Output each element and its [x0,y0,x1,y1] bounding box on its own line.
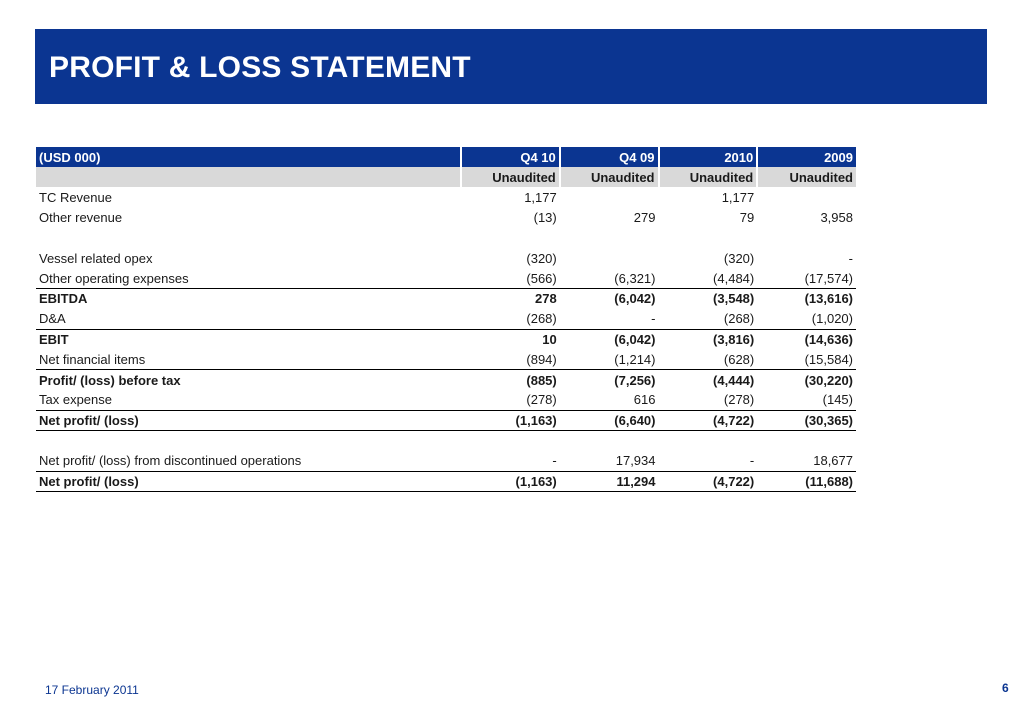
page-number: 6 [1002,681,1009,695]
subheader-cell: Unaudited [461,167,560,187]
row-value [659,228,758,248]
row-value: (3,548) [659,288,758,308]
header-units: (USD 000) [36,147,461,167]
row-value [560,187,659,207]
header-q4-10: Q4 10 [461,147,560,167]
row-label: Net profit/ (loss) from discontinued operations [39,453,302,469]
spacer-row [36,228,856,248]
table-row [36,248,856,268]
row-value: - [749,453,755,469]
row-label: TC Revenue [39,189,112,205]
row-value: 279 [633,209,656,225]
row-label: Net profit/ (loss) [36,471,461,491]
table-row [36,390,856,410]
row-value: (268) [526,311,557,327]
row-value: - [552,453,557,469]
table-row [36,187,856,207]
row-value: 278 [461,288,560,308]
row-value: (894) [526,351,557,367]
footer-date: 17 February 2011 [45,683,139,697]
row-label: Profit/ (loss) before tax [36,370,461,390]
row-value [560,228,659,248]
table-header-row [36,147,856,167]
row-value: (6,042) [560,329,659,349]
header-q4-09: Q4 09 [560,147,659,167]
row-value: (4,484) [713,270,755,286]
row-value: (145) [822,392,853,408]
row-label: D&A [39,311,66,327]
row-label: Net profit/ (loss) [36,410,461,430]
row-value: (6,640) [560,410,659,430]
row-value: (17,574) [804,270,853,286]
row-value: (278) [526,392,557,408]
row-value: 18,677 [813,453,853,469]
row-value: (11,688) [757,471,856,491]
table-row [36,309,856,329]
row-value: (320) [723,250,755,266]
row-value: (6,042) [560,288,659,308]
row-value [757,431,856,451]
subheader-cell: Unaudited [560,167,659,187]
subheader-cell [36,167,461,187]
row-value: (320) [526,250,557,266]
row-label: EBIT [36,329,461,349]
header-2009: 2009 [757,147,856,167]
row-label: Other operating expenses [39,270,189,286]
row-value: (14,636) [757,329,856,349]
table-row-net-profit-total [36,471,856,491]
table-row-ebitda [36,288,856,308]
row-label: EBITDA [36,288,461,308]
row-value: (6,321) [614,270,656,286]
table-row-profit-before-tax [36,370,856,390]
row-value: (4,722) [659,410,758,430]
row-value: (1,214) [614,351,656,367]
row-value: 1,177 [524,189,557,205]
spacer-row [36,431,856,451]
row-value: (278) [723,392,755,408]
table-row-ebit [36,329,856,349]
row-value [757,187,856,207]
table-row-net-profit [36,410,856,430]
row-value [560,248,659,268]
row-value: (15,584) [804,351,853,367]
row-value: (1,163) [461,471,560,491]
subheader-cell: Unaudited [659,167,758,187]
profit-loss-table [36,147,856,492]
page-title: PROFIT & LOSS STATEMENT [49,51,471,84]
row-value: 17,934 [615,453,656,469]
row-value: 11,294 [560,471,659,491]
row-value: (628) [723,351,755,367]
row-value: (268) [723,311,755,327]
row-value [461,431,560,451]
row-value: 616 [633,392,656,408]
row-value: (1,163) [461,410,560,430]
table-row [36,451,856,471]
table-row [36,207,856,227]
row-value: (885) [461,370,560,390]
row-value: (13,616) [757,288,856,308]
row-value: 79 [739,209,755,225]
row-label: Vessel related opex [39,250,153,266]
row-value [461,228,560,248]
row-value: (3,816) [659,329,758,349]
row-value [757,228,856,248]
row-value: 1,177 [721,189,755,205]
table-row [36,268,856,288]
row-label [36,228,461,248]
row-label: Tax expense [39,392,112,408]
row-value: (566) [526,270,557,286]
row-value [659,431,758,451]
row-label: Other revenue [39,209,123,225]
header-2010: 2010 [659,147,758,167]
row-value: 3,958 [820,209,853,225]
row-value: (13) [533,209,557,225]
row-value: (7,256) [560,370,659,390]
row-value: (4,444) [659,370,758,390]
table-subheader-row [36,167,856,187]
title-banner [35,29,987,104]
row-value: (30,220) [757,370,856,390]
row-label: Net financial items [39,351,146,367]
row-value: (30,365) [757,410,856,430]
table-row [36,349,856,369]
row-value: - [848,250,853,266]
row-value: - [651,311,656,327]
row-value: (1,020) [811,311,853,327]
subheader-cell: Unaudited [757,167,856,187]
row-label [36,431,461,451]
row-value: (4,722) [659,471,758,491]
row-value [560,431,659,451]
row-value: 10 [461,329,560,349]
